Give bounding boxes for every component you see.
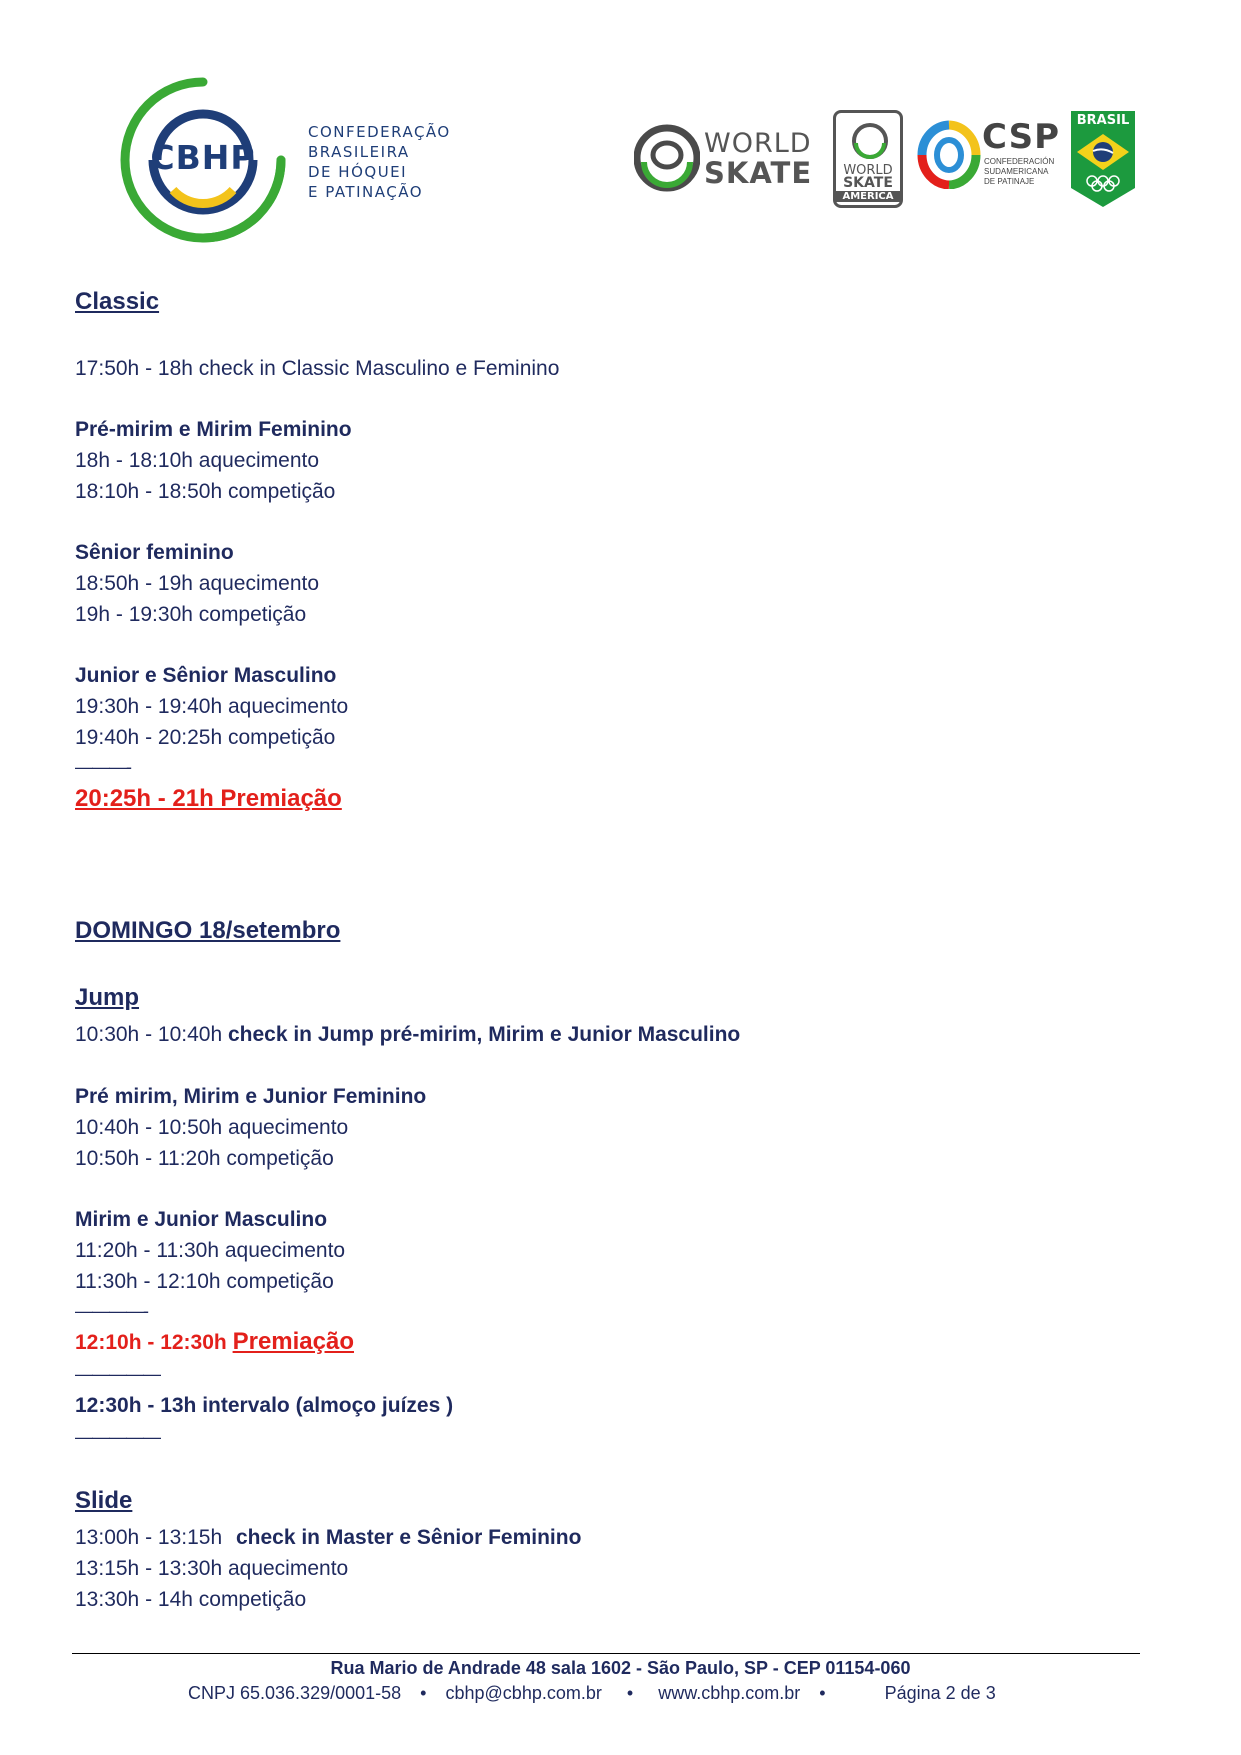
csp-ring-icon [916,119,982,189]
world-skate-america-logo [833,110,903,208]
footer-website[interactable]: www.cbhp.com.br [658,1683,801,1703]
wsa-swirl-icon [850,121,890,161]
jump-separator: ————— [75,1427,160,1447]
jump-checkin-text: check in Jump pré-mirim, Mirim e Junior Masculino [227,1023,741,1046]
world-skate-swirl-icon [634,122,700,194]
jump-group-name: Pré mirim, Mirim e Junior Feminino [75,1085,427,1108]
footer-page-number: Página 2 de 3 [884,1683,996,1703]
footer-email[interactable]: cbhp@cbhp.com.br [445,1683,602,1703]
cbhp-name [308,122,451,202]
world-skate-logo [634,120,816,196]
jump-checkin [75,1022,740,1048]
footer-bullet: • [420,1683,427,1703]
cbhp-abbrev: CBHP [150,138,256,177]
classic-award: 20:25h - 21h Premiação [75,785,342,812]
footer-bullet: • [819,1683,826,1703]
classic-schedule-line: 19h - 19:30h competição [75,603,307,626]
sunday-title: DOMINGO 18/setembro [75,917,341,944]
jump-break: 12:30h - 13h intervalo (almoço juízes ) [75,1394,454,1417]
footer-cnpj: CNPJ 65.036.329/0001-58 [188,1683,402,1703]
classic-checkin: 17:50h - 18h check in Classic Masculino e Feminino [75,357,560,380]
jump-separator: ————- [75,1301,148,1321]
csp-title: CSP [982,117,1060,157]
cbhp-name-line: BRASILEIRA [308,143,410,161]
cbhp-name-line: DE HÓQUEI [308,163,408,181]
jump-award [75,1329,354,1356]
slide-checkin [75,1525,581,1551]
classic-group-name: Pré-mirim e Mirim Feminino [75,418,352,441]
wsa-word1: WORLD [843,163,893,178]
classic-group-name: Sênior feminino [75,541,234,564]
classic-title: Classic [75,288,160,315]
footer-divider [72,1653,1140,1654]
brasil-label: BRASIL [1076,113,1130,128]
csp-subtitle-line: DE PATINAJE [984,177,1035,186]
jump-schedule-line: 10:40h - 10:50h aquecimento [75,1116,349,1139]
slide-schedule-line: 13:30h - 14h competição [75,1588,307,1611]
classic-schedule-line: 18:10h - 18:50h competição [75,480,336,503]
slide-title: Slide [75,1487,133,1514]
world-skate-word1: WORLD [704,128,812,159]
jump-separator: ————— [75,1364,160,1384]
slide-checkin-text: check in Master e Sênior Feminino [235,1526,582,1549]
jump-award-time: 12:10h - 12:30h [75,1331,227,1354]
classic-separator: ———- [75,757,131,777]
csp-logo [916,117,1060,197]
jump-checkin-time: 10:30h - 10:40h [75,1023,223,1046]
wsa-word2: SKATE [843,175,893,191]
world-skate-word2: SKATE [704,156,813,190]
wsa-word3: AMERICA [836,191,900,202]
slide-checkin-time: 13:00h - 13:15h [75,1526,223,1549]
jump-schedule-line: 11:20h - 11:30h aquecimento [75,1239,346,1262]
jump-schedule-line: 10:50h - 11:20h competição [75,1147,334,1170]
classic-schedule-line: 19:40h - 20:25h competição [75,726,336,749]
cbhp-name-line: E PATINAÇÃO [308,183,424,201]
csp-subtitle-line: CONFEDERACIÓN [984,157,1055,166]
slide-schedule-line: 13:15h - 13:30h aquecimento [75,1557,349,1580]
jump-award-label: Premiação [232,1328,354,1355]
cbhp-name-line: CONFEDERAÇÃO [308,123,451,141]
classic-schedule-line: 19:30h - 19:40h aquecimento [75,695,349,718]
footer-bullet: • [626,1683,634,1703]
jump-group-name: Mirim e Junior Masculino [75,1208,328,1231]
classic-schedule-line: 18h - 18:10h aquecimento [75,449,320,472]
footer-address: Rua Mario de Andrade 48 sala 1602 - São Paulo, SP - CEP 01154-060 [330,1658,911,1678]
brasil-olympic-logo [1070,110,1136,208]
classic-group-name: Junior e Sênior Masculino [75,664,337,687]
csp-subtitle [984,157,1054,187]
jump-schedule-line: 11:30h - 12:10h competição [75,1270,334,1293]
classic-schedule-line: 18:50h - 19h aquecimento [75,572,320,595]
jump-title: Jump [75,984,140,1011]
cbhp-logo [117,74,289,246]
csp-subtitle-line: SUDAMERICANA [984,167,1049,176]
footer-contacts [188,1683,1010,1704]
